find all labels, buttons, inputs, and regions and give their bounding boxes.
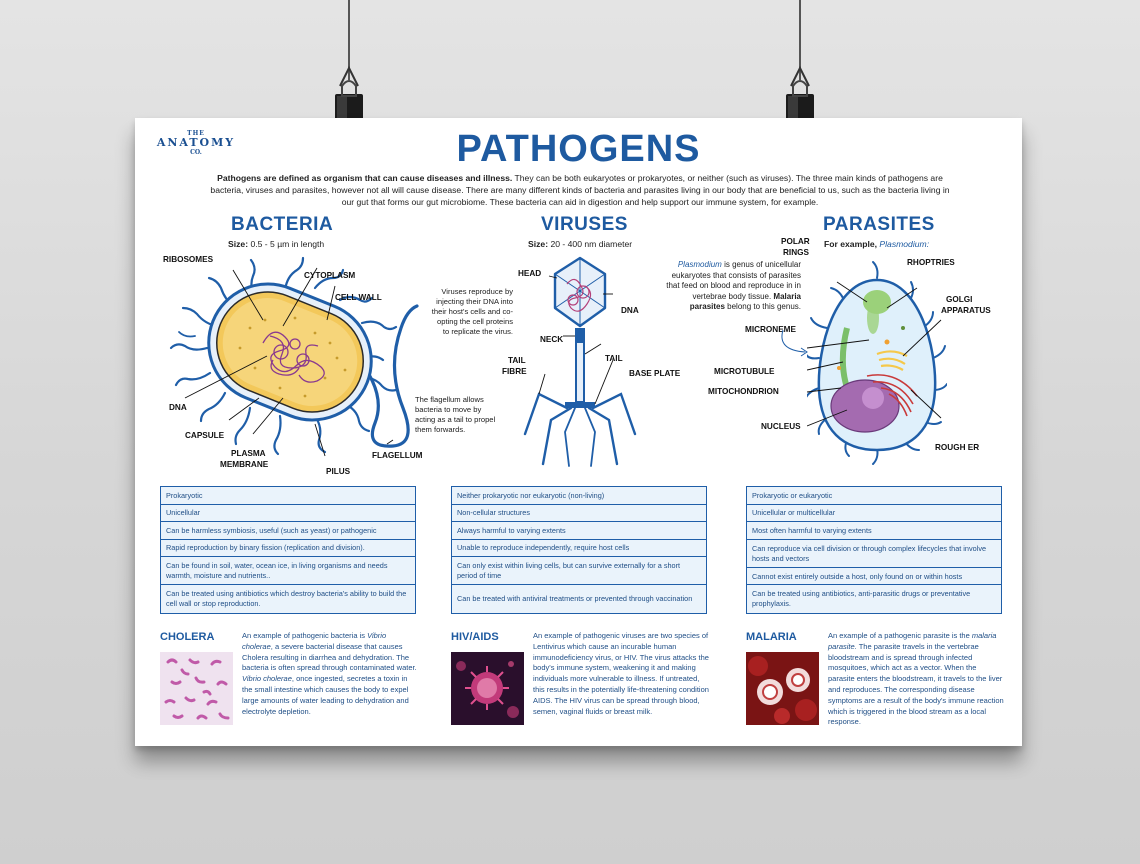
malaria-description [828,631,1005,728]
label-tail-fibre-2: FIBRE [502,367,527,376]
plasmodium-note-bold: Malaria parasites [689,291,801,311]
cholera-micrograph [160,652,233,725]
table-row: Can be harmless symbiosis, useful (such as yeast) or pathogenic [160,521,416,540]
viruses-size-label: Size: [528,239,549,249]
label-golgi-1: GOLGI [946,295,973,304]
table-row: Cannot exist entirely outside a host, only found on or within hosts [746,567,1002,586]
parasites-example [824,239,929,249]
table-row: Rapid reproduction by binary fission (replication and division). [160,539,416,558]
malaria-text-2: The parasite travels in the vertebrae bloodstream and is spread through infected mosquitoes, which act as a vector. When the parasite enters the bloodstream, it travels to the liver and reproduces. The corresponding disease symptoms are a result of the body's immune reaction which is triggered in the blood stream as a local response. [828,641,1004,727]
label-capsule: CAPSULE [185,431,225,440]
label-base-plate: BASE PLATE [629,369,681,378]
malaria-text-1: An example of a pathogenic parasite is the [828,631,972,640]
cholera-title: CHOLERA [160,631,215,643]
parasites-table [746,488,1002,614]
label-plasma-membrane-2: MEMBRANE [220,460,269,469]
label-mitochondrion: MITOCHONDRION [708,387,779,396]
label-dna-virus: DNA [621,306,639,315]
label-tail: TAIL [605,354,623,363]
label-polar-rings-1: POLAR [781,237,810,246]
plasmodium-note [661,260,801,313]
label-microneme: MICRONEME [745,325,796,334]
label-dna-bacteria: DNA [169,403,187,412]
logo-line-1: THE [187,130,205,137]
binder-clip-left [332,64,366,122]
malaria-title: MALARIA [746,631,797,643]
table-row: Neither prokaryotic nor eukaryotic (non-living) [451,486,707,505]
plasmodium-note-italic: Plasmodium [677,260,722,269]
table-row: Can be treated using antibiotics which destroy bacteria's ability to build the cell wall or stop reproduction. [160,584,416,614]
virus-diagram [505,254,665,474]
table-row: Can be treated with antiviral treatments or prevented through vaccination [451,584,707,614]
label-golgi-2: APPARATUS [941,306,991,315]
cholera-text-2: , a severe bacterial disease that causes Cholera resulting in diarrhea and dehydration. The bacteria is often spread through contaminated water. [242,641,417,673]
parasites-example-label: For example, [824,239,880,249]
binder-clip-right [783,64,817,122]
table-row: Prokaryotic [160,486,416,505]
cholera-description [242,631,419,717]
table-row: Most often harmful to varying extents [746,521,1002,540]
table-row: Unicellular or multicellular [746,504,1002,523]
viruses-table [451,488,707,614]
flagellum-note: The flagellum allows bacteria to move by acting as a tail to propel them forwards. [415,395,496,434]
malaria-micrograph [746,652,819,725]
intro-paragraph [205,172,955,208]
table-row: Can only exist within living cells, but can survive externally for a short period of time [451,556,707,586]
table-row: Unicellular [160,504,416,523]
table-row: Can be found in soil, water, ocean ice, in living organisms and needs warmth, moisture and nutrients.. [160,556,416,586]
bacteria-heading: BACTERIA [231,214,334,235]
bacteria-table [160,488,416,614]
bacteria-diagram [155,248,445,478]
bacteria-size-label: Size: [228,239,249,249]
label-tail-fibre-1: TAIL [508,356,526,365]
cholera-text-1: An example of pathogenic bacteria is [242,631,368,640]
table-row: Non-cellular structures [451,504,707,523]
malaria-italic-1: malaria parasite. [828,631,997,651]
table-row: Always harmful to varying extents [451,521,707,540]
label-flagellum: FLAGELLUM [372,451,423,460]
label-head: HEAD [518,269,542,278]
plasmodium-note-text: is genus of unicellular eukaryotes that consists of parasites that feed on blood and reproduce in in vertebrae body tissue. [666,260,801,301]
label-cell-wall: CELL WALL [335,293,382,302]
poster-title: PATHOGENS [456,128,701,170]
hiv-illustration [451,652,524,725]
plasmodium-note-end: belong to this genus. [724,302,801,311]
label-microtubule: MICROTUBULE [714,367,775,376]
parasites-example-value: Plasmodium: [879,239,930,249]
hiv-title: HIV/AIDS [451,631,499,643]
hiv-description: An example of pathogenic viruses are two species of Lentivirus which cause an incurable human immunodeficiency virus, or HIV. The virus attacks the body's immune system, weakening it and making individuals more vulnerable to illness. If untreated, this results in the potentially life-threatening condition AIDS. The HIV virus can be spread through blood, semen, vaginal fluids or breast milk. [533,631,709,716]
table-row: Prokaryotic or eukaryotic [746,486,1002,505]
table-row: Unable to reproduce independently, require host cells [451,539,707,558]
parasites-heading: PARASITES [823,214,935,235]
pathogens-poster [135,118,1022,746]
viruses-size [528,239,632,249]
label-polar-rings-2: RINGS [783,248,809,257]
logo-line-2: ANATOMY [156,136,236,149]
intro-rest: They can be both eukaryotes or prokaryotes, or neither (such as viruses). The three main kinds of pathogens are bacteria, viruses and parasites, however not all will cause disease. There are many different kinds of bacteria and parasites living in our body that are beneficial to us, such as the bacteria living in our gut that forms our gut microbiome. These bacteria can aid in digestion and help support our immune system, for example. [210,173,950,207]
cholera-italic-2: Vibrio cholerae [242,674,292,684]
cholera-italic-1: Vibrio cholerae [242,631,387,651]
label-ribosomes: RIBOSOMES [163,255,214,264]
label-pilus: PILUS [326,467,351,476]
table-row: Can be treated using antibiotics, anti-parasitic drugs or preventative prophylaxis. [746,584,1002,614]
label-plasma-membrane-1: PLASMA [231,449,266,458]
viruses-heading: VIRUSES [541,214,628,235]
label-rough-er: ROUGH ER [935,443,980,452]
label-cytoplasm: CYTOPLASM [304,271,356,280]
cholera-text-3: , once ingested, secretes a toxin in the small intestine which causes the body to expel large amounts of water leading to dehydration and electrolyte depletion. [242,674,409,716]
label-rhoptries: RHOPTRIES [907,258,955,267]
intro-bold: Pathogens are defined as organism that can cause diseases and illness. [217,173,513,183]
label-nucleus: NUCLEUS [761,422,801,431]
table-row: Can reproduce via cell division or through complex lifecycles that involve hosts and vectors [746,539,1002,569]
virus-note: Viruses reproduce by injecting their DNA into their host's cells and co-opting the cell proteins to replicate the virus. [431,287,513,336]
curved-arrow-icon [775,328,815,358]
viruses-size-value: 20 - 400 nm diameter [548,239,633,249]
parasite-diagram [807,258,947,468]
logo-line-3: CO. [190,149,202,156]
label-neck: NECK [540,335,564,344]
bacteria-size-value: 0.5 - 5 µm in length [248,239,325,249]
